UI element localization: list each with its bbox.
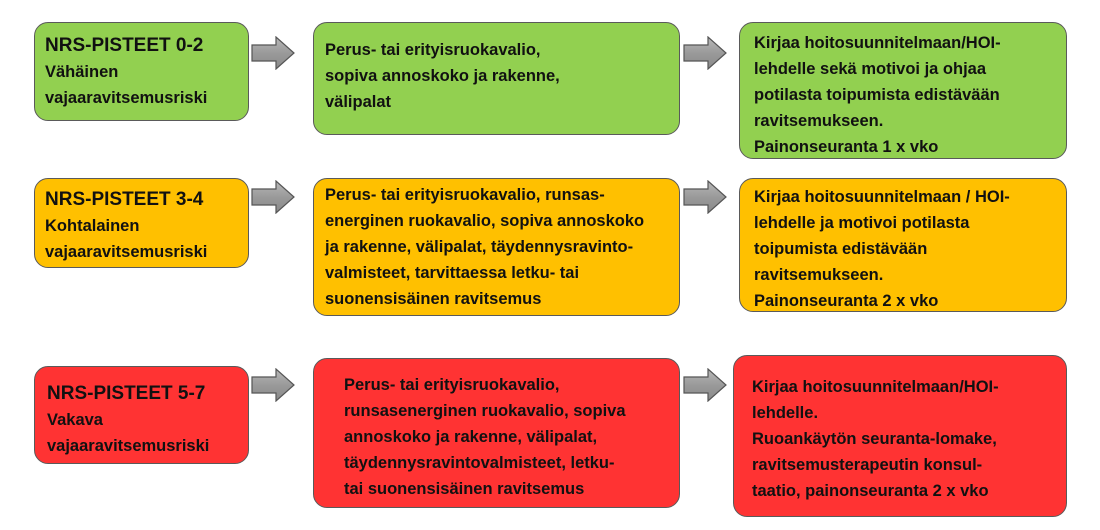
diet-line: valmisteet, tarvittaessa letku- tai xyxy=(325,264,580,282)
diet-line: Perus- tai erityisruokavalio, xyxy=(344,376,560,394)
action-line: potilasta toipumista edistävään xyxy=(754,86,1000,104)
diet-line: annoskoko ja rakenne, välipalat, xyxy=(344,428,598,446)
arrow-right-icon xyxy=(683,36,727,70)
action-line: toipumista edistävään xyxy=(754,240,928,258)
action-line: lehdelle. xyxy=(752,404,819,422)
action-line: Kirjaa hoitosuunnitelmaan / HOI- xyxy=(754,188,1010,206)
diet-line: välipalat xyxy=(325,93,392,111)
diet-line: täydennysravintovalmisteet, letku- xyxy=(344,454,615,472)
score-label: NRS-PISTEET 3-4 xyxy=(45,189,204,210)
diet-line: ja rakenne, välipalat, täydennysravinto- xyxy=(325,238,634,256)
risk-line: vajaaravitsemusriski xyxy=(47,437,210,455)
level-box-moderate xyxy=(34,178,249,268)
action-box-moderate xyxy=(739,178,1067,312)
action-line: ravitsemusterapeutin konsul- xyxy=(752,456,983,474)
risk-line: vajaaravitsemusriski xyxy=(45,243,208,261)
action-box-severe xyxy=(733,355,1067,517)
risk-line: Vähäinen xyxy=(45,63,119,81)
risk-line: Kohtalainen xyxy=(45,217,140,235)
action-line: ravitsemukseen. xyxy=(754,266,884,284)
arrow-right-icon xyxy=(251,368,295,402)
level-box-low xyxy=(34,22,249,121)
diet-line: sopiva annoskoko ja rakenne, xyxy=(325,67,560,85)
diet-line: tai suonensisäinen ravitsemus xyxy=(344,480,585,498)
diet-line: energinen ruokavalio, sopiva annoskoko xyxy=(325,212,645,230)
risk-line: vajaaravitsemusriski xyxy=(45,89,208,107)
action-line: Kirjaa hoitosuunnitelmaan/HOI- xyxy=(754,34,1001,52)
action-line: Kirjaa hoitosuunnitelmaan/HOI- xyxy=(752,378,999,396)
diet-line: Perus- tai erityisruokavalio, runsas- xyxy=(325,186,605,204)
action-line: Painonseuranta 1 x vko xyxy=(754,138,939,156)
action-line: Painonseuranta 2 x vko xyxy=(754,292,939,310)
arrow-right-icon xyxy=(683,180,727,214)
action-line: lehdelle ja motivoi potilasta xyxy=(754,214,970,232)
diet-box-severe xyxy=(313,358,680,508)
action-line: taatio, painonseuranta 2 x vko xyxy=(752,482,989,500)
arrow-right-icon xyxy=(251,36,295,70)
risk-line: Vakava xyxy=(47,411,103,429)
action-box-low xyxy=(739,22,1067,159)
arrow-right-icon xyxy=(683,368,727,402)
diet-box-moderate xyxy=(313,178,680,316)
diet-line: Perus- tai erityisruokavalio, xyxy=(325,41,541,59)
diet-line: runsasenerginen ruokavalio, sopiva xyxy=(344,402,626,420)
diet-line: suonensisäinen ravitsemus xyxy=(325,290,542,308)
score-label: NRS-PISTEET 5-7 xyxy=(47,383,206,404)
action-line: lehdelle sekä motivoi ja ohjaa xyxy=(754,60,987,78)
diet-box-low xyxy=(313,22,680,135)
action-line: ravitsemukseen. xyxy=(754,112,884,130)
level-box-severe xyxy=(34,366,249,464)
score-label: NRS-PISTEET 0-2 xyxy=(45,35,204,56)
action-line: Ruoankäytön seuranta-lomake, xyxy=(752,430,997,448)
arrow-right-icon xyxy=(251,180,295,214)
